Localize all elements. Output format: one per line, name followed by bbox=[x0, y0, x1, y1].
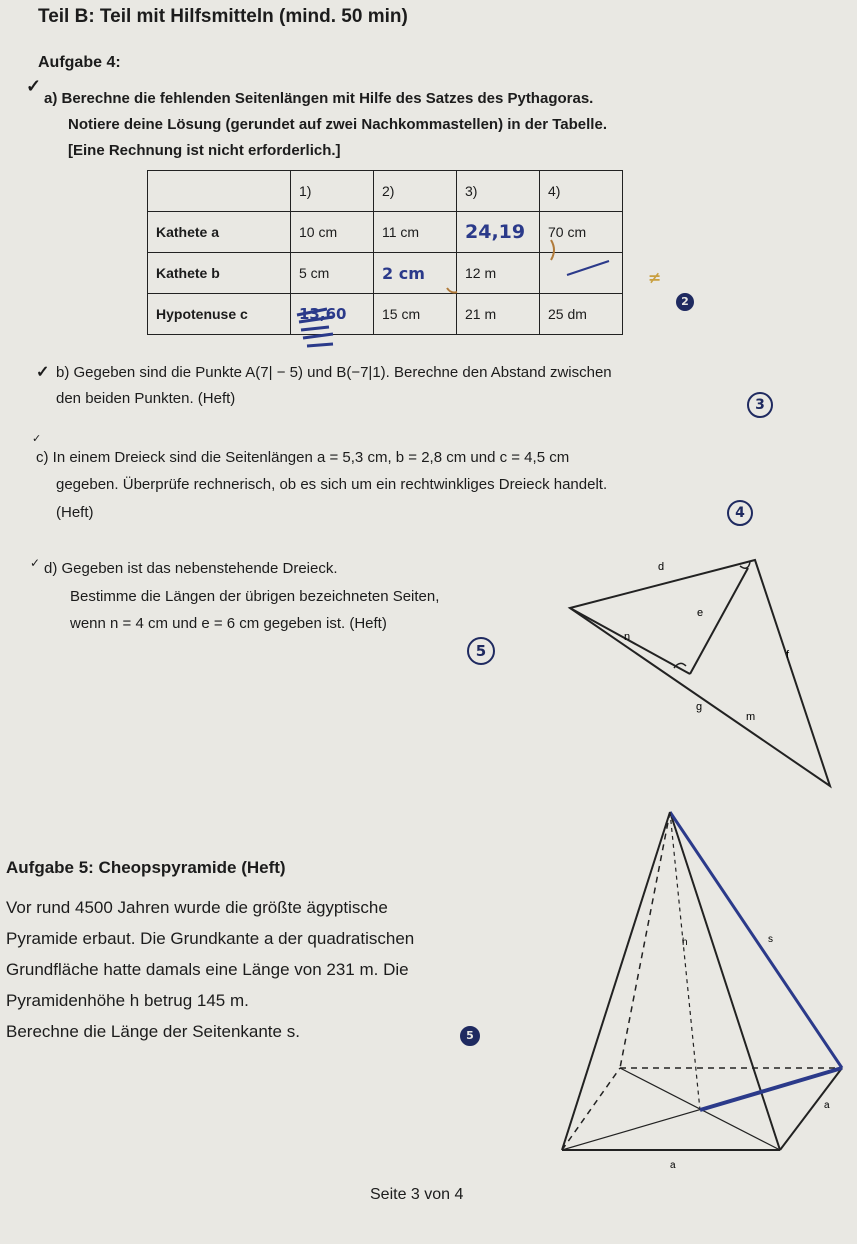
pyramid-diagram bbox=[550, 800, 850, 1170]
check-mark: ✓ bbox=[30, 556, 41, 570]
score-mark-2: 2 bbox=[676, 293, 694, 311]
lateral-edge bbox=[562, 812, 670, 1150]
table-cell: 5 cm bbox=[291, 253, 374, 294]
score-mark-4: 4 bbox=[727, 500, 753, 526]
lateral-edge-s bbox=[670, 812, 842, 1068]
task-a-line3: [Eine Rechnung ist nicht erforderlich.] bbox=[68, 142, 341, 159]
table-cell: 25 dm bbox=[540, 294, 623, 335]
task5-title: Aufgabe 5: Cheopspyramide (Heft) bbox=[6, 858, 286, 877]
row-label: Hypotenuse c bbox=[148, 294, 291, 335]
check-mark: ✓ bbox=[36, 364, 50, 381]
label-n: n bbox=[624, 631, 631, 643]
pen-stroke bbox=[551, 240, 554, 260]
label-a-bottom: a bbox=[670, 1160, 676, 1170]
handwritten-answer: 13,60 bbox=[299, 305, 347, 323]
table-header-cell: 1) bbox=[291, 171, 374, 212]
task-d-line1: d) Gegeben ist das nebenstehende Dreieck. bbox=[44, 560, 338, 577]
score-mark-5: 5 bbox=[467, 637, 495, 665]
table-cell: 12 m bbox=[457, 253, 540, 294]
table-cell: 10 cm bbox=[291, 212, 374, 253]
handwritten-answer: 24,19 bbox=[465, 221, 526, 243]
task-c-line3: (Heft) bbox=[56, 504, 94, 521]
table-header-cell: 4) bbox=[540, 171, 623, 212]
lateral-edge-hidden bbox=[620, 812, 670, 1068]
task-d-line3: wenn n = 4 cm und e = 6 cm gegeben ist. (Heft) bbox=[70, 615, 387, 632]
score-mark-5b: 5 bbox=[460, 1026, 480, 1046]
check-mark: ✓ bbox=[32, 433, 42, 445]
task5-line3: Grundfläche hatte damals eine Länge von 231 m. Die bbox=[6, 960, 409, 979]
task-c-line1: c) In einem Dreieck sind die Seitenlängen a = 5,3 cm, b = 2,8 cm und c = 4,5 cm bbox=[36, 449, 570, 466]
table-cell: 21 m bbox=[457, 294, 540, 335]
label-m: m bbox=[746, 711, 756, 723]
triangle-outline bbox=[570, 560, 830, 786]
label-d: d bbox=[658, 561, 665, 573]
table-header-cell: 3) bbox=[457, 171, 540, 212]
label-g: g bbox=[696, 701, 703, 713]
table-cell: 70 cm bbox=[540, 212, 623, 253]
base-edge bbox=[780, 1068, 842, 1150]
row-label: Kathete b bbox=[148, 253, 291, 294]
task-a-line2: Notiere deine Lösung (gerundet auf zwei Nachkommastellen) in der Tabelle. bbox=[68, 116, 607, 133]
table-cell: 15 cm bbox=[374, 294, 457, 335]
label-s: s bbox=[768, 934, 773, 945]
pen-scribble bbox=[297, 309, 333, 346]
side-note: ≠ bbox=[648, 268, 662, 287]
pen-scribbles bbox=[147, 170, 747, 360]
label-f: f bbox=[786, 649, 790, 661]
task-b-line2: den beiden Punkten. (Heft) bbox=[56, 390, 236, 407]
pen-stroke bbox=[447, 288, 457, 293]
task5-line4: Pyramidenhöhe h betrug 145 m. bbox=[6, 991, 249, 1010]
page-title: Teil B: Teil mit Hilfsmitteln (mind. 50 min) bbox=[38, 6, 408, 27]
half-diagonal-highlight bbox=[700, 1068, 842, 1110]
table-header-cell: 2) bbox=[374, 171, 457, 212]
inner-line bbox=[690, 568, 748, 674]
table-cell: 11 cm bbox=[374, 212, 457, 253]
page-number: Seite 3 von 4 bbox=[370, 1186, 464, 1203]
score-mark-3: 3 bbox=[747, 392, 773, 418]
task5-line1: Vor rund 4500 Jahren wurde die größte ägyptische bbox=[6, 898, 388, 917]
task-b-line1: b) Gegeben sind die Punkte A(7| − 5) und B(−7|1). Berechne den Abstand zwischen bbox=[56, 364, 612, 381]
label-h: h bbox=[682, 937, 688, 948]
task4-title: Aufgabe 4: bbox=[38, 54, 121, 71]
task5-line5: Berechne die Länge der Seitenkante s. bbox=[6, 1022, 300, 1041]
pen-stroke bbox=[567, 261, 609, 275]
task-d-line2: Bestimme die Längen der übrigen bezeichneten Seiten, bbox=[70, 588, 440, 605]
row-label: Kathete a bbox=[148, 212, 291, 253]
triangle-diagram bbox=[560, 548, 850, 798]
task5-line2: Pyramide erbaut. Die Grundkante a der quadratischen bbox=[6, 929, 415, 948]
base-edge-hidden bbox=[562, 1068, 620, 1150]
handwritten-answer: 2 cm bbox=[382, 263, 425, 283]
check-mark: ✓ bbox=[26, 76, 42, 96]
task-c-line2: gegeben. Überprüfe rechnerisch, ob es sich um ein rechtwinkliges Dreieck handelt. bbox=[56, 476, 608, 493]
task-a-line1: a) Berechne die fehlenden Seitenlängen mit Hilfe des Satzes des Pythagoras. bbox=[44, 90, 594, 107]
label-a-side: a bbox=[824, 1100, 830, 1111]
label-e: e bbox=[697, 607, 704, 619]
